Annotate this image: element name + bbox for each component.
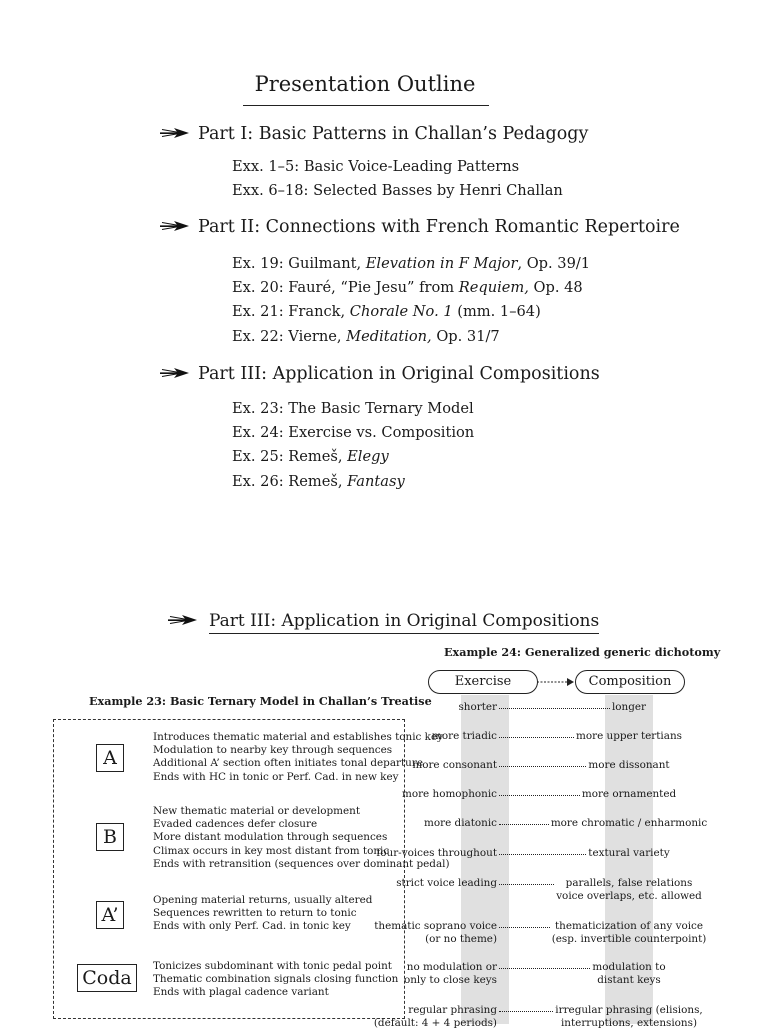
trait-line: more upper tertians — [576, 730, 682, 742]
item-text: (mm. 1–64) — [452, 303, 541, 321]
dotted-connector — [499, 737, 574, 738]
dotted-connector — [499, 766, 586, 767]
item-text: Ex. 21: Franck, — [232, 303, 350, 321]
outline-item — [232, 300, 590, 324]
composition-trait — [555, 1004, 702, 1030]
outline-item — [232, 276, 590, 300]
dotted-connector — [499, 824, 549, 825]
section-letter-b: B — [96, 823, 124, 851]
trait-line: no modulation or — [406, 961, 497, 973]
trait-line: voice overlaps, etc. allowed — [556, 890, 702, 903]
exercise-trait — [376, 847, 497, 860]
trait-line: parallels, false relations — [565, 877, 693, 889]
composition-trait — [582, 788, 676, 801]
exercise-trait — [458, 701, 497, 714]
work-title: Fantasy — [347, 472, 405, 490]
trait-line: thematic soprano voice — [374, 920, 497, 932]
dotted-connector — [499, 708, 610, 709]
outline-item — [232, 252, 590, 276]
section-coda-text — [153, 960, 398, 1000]
item-text: Ex. 19: Guilmant, — [232, 255, 366, 272]
dotted-connector — [499, 968, 590, 969]
trait-line: only to close keys — [403, 974, 497, 987]
work-title: Elevation in F Major — [365, 255, 518, 272]
section-description-line: Sequences rewritten to return to tonic — [153, 907, 357, 920]
composition-trait — [576, 730, 682, 743]
work-title: Chorale No. 1 — [349, 303, 453, 321]
section-description-line: New thematic material or development — [153, 805, 361, 817]
exercise-trait — [374, 920, 497, 946]
section-a-prime-text — [153, 894, 372, 934]
composition-trait — [588, 759, 669, 772]
item-text: Exx. 6–18: Selected Basses by Henri Challan — [232, 182, 563, 200]
dotted-connector — [499, 1011, 553, 1012]
item-text: Op. 48 — [528, 279, 583, 297]
part-3-heading — [160, 364, 600, 384]
outline-item — [232, 421, 474, 445]
part-2-heading — [160, 217, 680, 237]
dotted-connector — [499, 795, 580, 796]
trait-line: textural variety — [588, 847, 670, 859]
outline-item — [232, 470, 474, 494]
trait-line: distant keys — [597, 974, 661, 987]
outline-item — [232, 155, 563, 179]
ex23-caption: Example 23: Basic Ternary Model in Challan’s Treatise — [89, 694, 432, 708]
slide2-heading-text: Part III: Application in Original Compositions — [209, 611, 599, 634]
ex24-caption: Example 24: Generalized generic dichotomy — [444, 645, 721, 659]
exercise-trait — [424, 817, 497, 830]
arrow-right-icon — [160, 220, 190, 232]
section-a-text — [153, 731, 443, 784]
section-description-line: Tonicizes subdominant with tonic pedal point — [153, 960, 392, 972]
item-text: Ex. 24: Exercise vs. Composition — [232, 424, 475, 442]
section-description-line: Modulation to nearby key through sequences — [153, 744, 393, 757]
outline-item — [232, 445, 474, 469]
composition-trait — [551, 817, 707, 830]
outline-item — [232, 325, 590, 349]
trait-line: (default: 4 + 4 periods) — [373, 1017, 497, 1030]
trait-line: longer — [611, 701, 647, 713]
work-title: Elegy — [347, 448, 389, 466]
trait-line: shorter — [458, 701, 497, 713]
exercise-trait — [396, 877, 497, 890]
trait-line: strict voice leading — [396, 877, 497, 889]
section-description-line: Ends with plagal cadence variant — [153, 986, 329, 999]
exercise-trait — [432, 730, 497, 743]
slide2-heading — [167, 611, 599, 631]
item-text: Ex. 23: The Basic Ternary Model — [232, 400, 474, 417]
section-description-line: Opening material returns, usually altered — [153, 894, 373, 906]
work-title: Meditation, — [346, 327, 432, 345]
work-title: Requiem, — [458, 279, 529, 297]
item-text: Ex. 25: Remeš, — [232, 448, 348, 466]
trait-line: more consonant — [412, 759, 497, 771]
trait-line: irregular phrasing (elisions, — [555, 1004, 703, 1016]
item-text: Exx. 1–5: Basic Voice-Leading Patterns — [232, 158, 520, 175]
trait-line: thematicization of any voice — [554, 920, 703, 932]
section-description-line: Ends with HC in tonic or Perf. Cad. in new key — [153, 770, 399, 783]
trait-line: more ornamented — [581, 788, 677, 800]
trait-line: more dissonant — [588, 759, 670, 771]
composition-header: Composition — [575, 670, 685, 694]
section-description-line: Additional A’ section often initiates tonal departure — [153, 757, 423, 770]
section-letter-a-prime: A’ — [96, 901, 124, 929]
trait-line: more chromatic / enharmonic — [550, 817, 708, 829]
page-title: Presentation Outline — [254, 72, 476, 96]
exercise-header: Exercise — [428, 670, 538, 694]
trait-line: four-voices throughout — [376, 847, 497, 859]
part-2-items — [232, 252, 590, 349]
trait-line: regular phrasing — [408, 1004, 497, 1016]
header-arrow-icon — [537, 676, 575, 688]
section-description-line: Ends with only Perf. Cad. in tonic key — [153, 920, 351, 933]
composition-trait — [552, 920, 707, 946]
exercise-trait — [404, 961, 497, 987]
arrow-right-icon — [167, 614, 199, 626]
section-letter-a: A — [96, 744, 124, 772]
part-heading-text: Part I: Basic Patterns in Challan’s Pedagogy — [198, 124, 589, 144]
trait-line: more homophonic — [401, 788, 497, 800]
section-description-line: Climax occurs in key most distant from tonic — [153, 844, 390, 857]
item-text: Ex. 22: Vierne, — [232, 327, 347, 345]
composition-trait — [588, 847, 669, 860]
trait-line: more triadic — [432, 730, 497, 742]
section-description-line: Ends with retransition (sequences over dominant pedal) — [153, 857, 450, 870]
outline-item — [232, 397, 474, 421]
section-letter-coda: Coda — [77, 964, 137, 992]
item-text: Ex. 20: Fauré, “Pie Jesu” from — [232, 279, 459, 297]
trait-line: (or no theme) — [425, 933, 497, 946]
trait-line: more diatonic — [424, 817, 497, 829]
arrow-right-icon — [160, 367, 190, 379]
part-heading-text: Part II: Connections with French Romantic Repertoire — [198, 217, 680, 237]
dotted-connector — [499, 884, 554, 885]
trait-line: interruptions, extensions) — [560, 1017, 698, 1030]
exercise-trait — [374, 1004, 497, 1030]
composition-trait — [592, 961, 665, 987]
exercise-trait — [402, 788, 497, 801]
title-underline — [243, 105, 489, 106]
part-heading-text: Part III: Application in Original Compositions — [198, 364, 600, 384]
section-description-line: Evaded cadences defer closure — [153, 818, 318, 831]
composition-trait — [612, 701, 646, 714]
exercise-trait — [412, 759, 497, 772]
part-3-items — [232, 397, 474, 494]
trait-line: (esp. invertible counterpoint) — [551, 933, 707, 946]
section-description-line: Thematic combination signals closing function — [153, 973, 399, 986]
composition-trait — [556, 877, 702, 903]
trait-line: modulation to — [592, 961, 666, 973]
item-text: , Op. 39/1 — [517, 255, 591, 272]
section-description-line: Introduces thematic material and establishes tonic key — [153, 731, 443, 743]
section-description-line: More distant modulation through sequences — [153, 831, 388, 844]
section-b-text — [153, 805, 450, 871]
dotted-connector — [499, 854, 586, 855]
item-text: Ex. 26: Remeš, — [232, 472, 348, 490]
part-1-heading — [160, 124, 588, 144]
part-1-items — [232, 155, 563, 203]
arrow-right-icon — [160, 127, 190, 139]
item-text: Op. 31/7 — [431, 327, 500, 345]
outline-item — [232, 179, 563, 203]
dotted-connector — [499, 927, 550, 928]
